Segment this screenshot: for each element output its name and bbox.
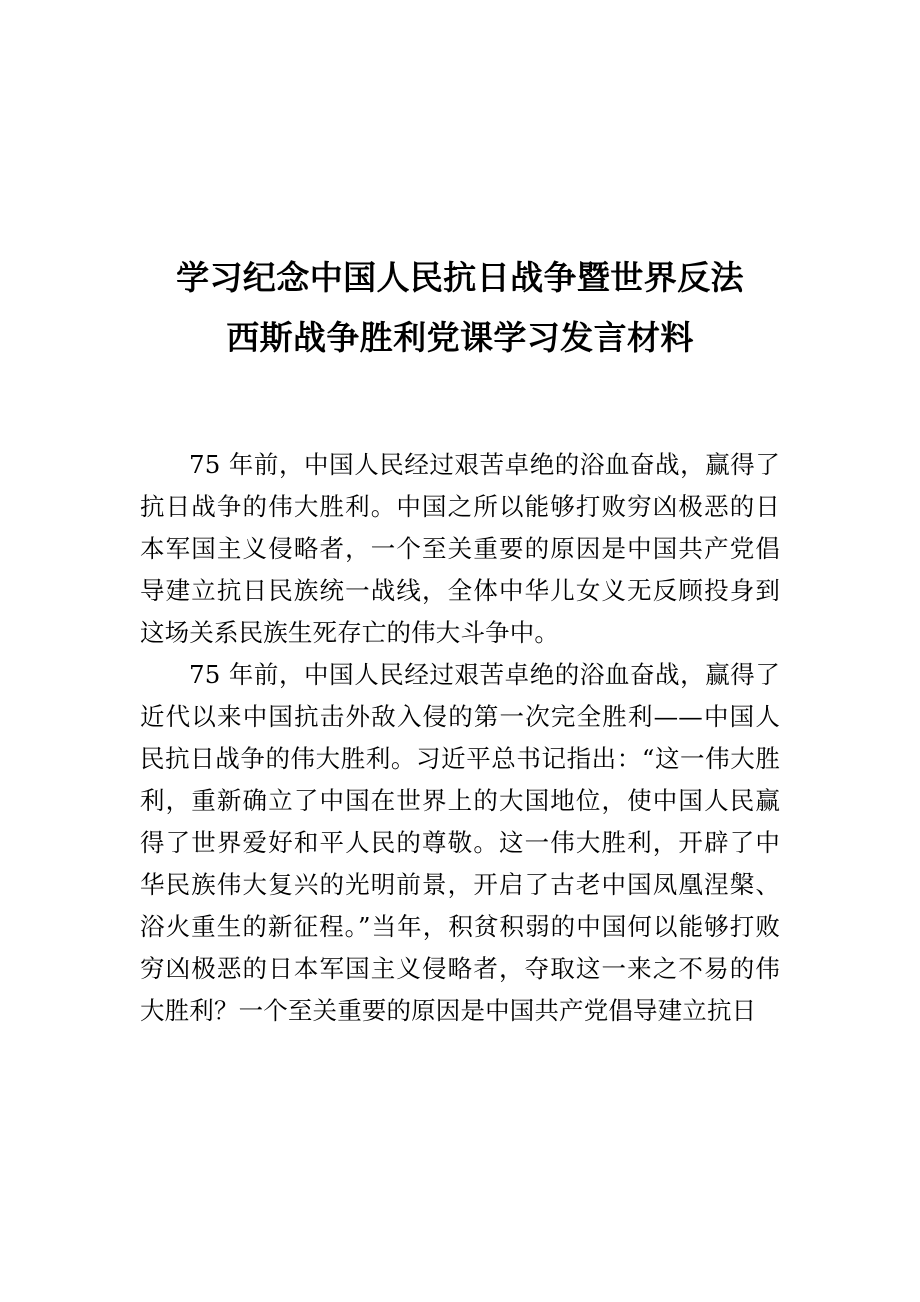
document-title-line-2: 西斯战争胜利党课学习发言材料 — [226, 318, 694, 357]
document-title-line-1: 学习纪念中国人民抗日战争暨世界反法 — [176, 258, 744, 297]
page-content — [140, 0, 780, 1032]
body-paragraph-1: 75 年前，中国人民经过艰苦卓绝的浴血奋战，赢得了抗日战争的伟大胜利。中国之所以能够打败穷凶极恶的日本军国主义侵略者，一个至关重要的原因是中国共产党倡导建立抗日民族统一战线，全体中华儿女义无反顾投身到这场关系民族生死存亡的伟大斗争中。 — [140, 450, 780, 647]
document-title — [140, 0, 780, 368]
document-body — [140, 444, 780, 1032]
body-paragraph-2: 75 年前，中国人民经过艰苦卓绝的浴血奋战，赢得了近代以来中国抗击外敌入侵的第一次完全胜利——中国人民抗日战争的伟大胜利。习近平总书记指出：“这一伟大胜利，重新确立了中国在世界上的大国地位，使中国人民赢得了世界爱好和平人民的尊敬。这一伟大胜利，开辟了中华民族伟大复兴的光明前景，开启了古老中国凤凰涅槃、浴火重生的新征程。”当年，积贫积弱的中国何以能够打败穷凶极恶的日本军国主义侵略者，夺取这一来之不易的伟大胜利？一个至关重要的原因是中国共产党倡导建立抗日 — [140, 660, 780, 1025]
